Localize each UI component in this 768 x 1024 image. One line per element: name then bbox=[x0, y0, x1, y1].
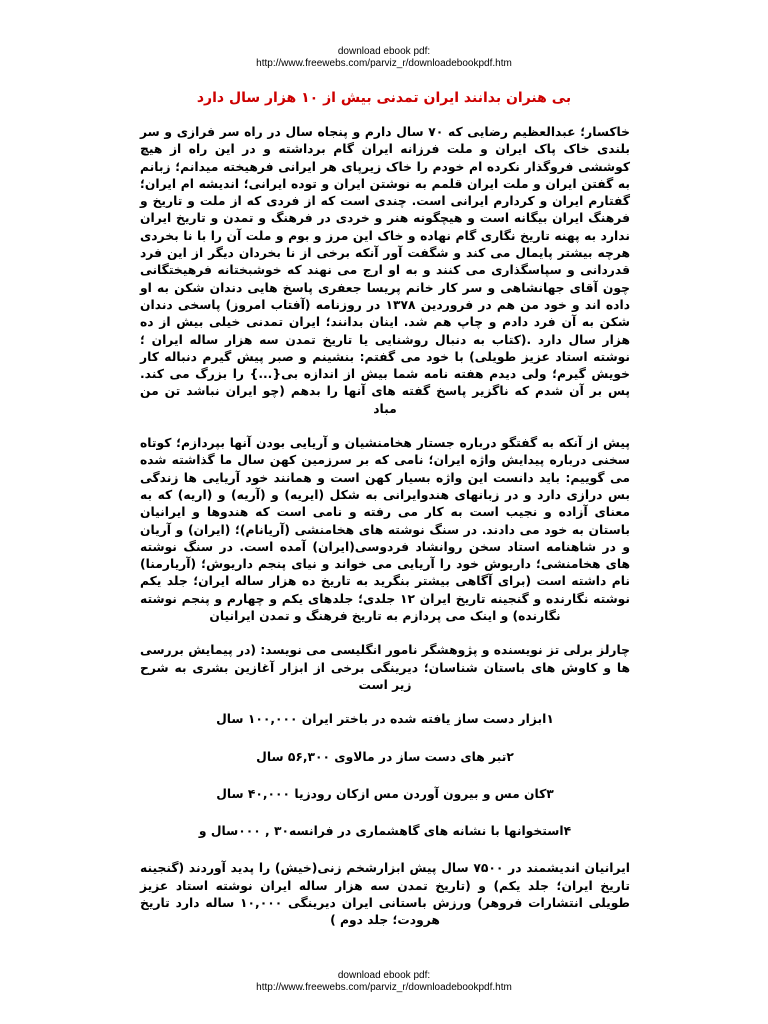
header-url[interactable]: http://www.freewebs.com/parviz_r/downloadebookpdf.htm bbox=[256, 58, 512, 69]
header-download-label: download ebook pdf: bbox=[337, 46, 431, 57]
paragraph-intro: خاکسار؛ عبدالعظیم رضایی که ۷۰ سال دارم و پنجاه سال در راه سر فرازی و سر بلندی خاک پاک ایران و ملت فرزانه ایران گام برداشته و در این راه از هیچ کوششی فروگذار نکرده ام خودم را خاک زیرپای هر ایرانی فرهیخته میدانم؛ زبانم به گفتن ایران و ملت ایران قلمم به نوشتن ایران و توده ایرانی؛ اندیشه ام ایران؛ گفتارم ایران و کردارم ایرانی است. چندی است که از فردی که از ملت و تاریخ و فرهنگ ایران بیگانه است و هیچگونه هنر و خردی در فرهنگ و تمدن و تاریخ ایران ندارد به پهنه تاریخ نگاری گام نهاده و خاک این مرز و بوم و ملت آن را با نا بخردی هرچه بیشتر پایمال می کند و شگفت آور آنکه برخی از نا بخردان دیگر از این فرد قدردانی و سپاسگذاری می کنند و به او ارج می نهند که خوشبختانه فرهیختگانی چون آقای جهانشاهی و سر کار خانم پریسا جعفری پاسخ هایی دندان شکن به او داده اند و خود من هم در فروردین ۱۳۷۸ در روزنامه (آفتاب امروز) پاسخی دندان شکن به آن فرد دادم و چاپ هم شد. اینان بدانند؛ ایران تمدنی خیلی بیش از ده هزار سال دارد .(کتاب به دنبال روشنایی یا تاریخ تمدن سه هزار ساله ایران ؛ نوشته استاد عزیز طویلی) با خود می گفتم: بنشینم و صبر پیش گیرم دنباله کار خویش گیرم؛ ولی دیدم هفته نامه شما بیش از اندازه بی{...} را بزرگ می کند. پس بر آن شدم که ناگزیر پاسخ گفته های آنها را بدهم (چو ایران نباشد تن من مباد bbox=[140, 125, 630, 416]
paragraph-iran-name: پیش از آنکه به گفتگو درباره جستار هخامنشیان و آریایی بودن آنها بپردازم؛ کوتاه سخنی درباره پیدایش واژه ایران؛ نامی که بر سرزمین کهن سال ما گذاشته شده می گوییم: باید دانست این واژه بسیار کهن است و همانند خود آریایی ها زندگی بس درازی دارد و در زبانهای هندوایرانی به شکل (ایریه) و (آریه) و (اریه) که به معنای آزاده و نجیب است به کار می رفته و نامی است که هندوها و ایرانیان باستان به خود می دادند. در سنگ نوشته های هخامنشی (آریانام)؛ (ایران) و آریان و در شاهنامه استاد سخن روانشاد فردوسی(ایران) آمده است. در سنگ نوشته های هخامنشی؛ داریوش خود را آریایی می خواند و نیای پنجم داریوش؛ (آریارمنا) نام داشته است (برای آگاهی بیشتر بنگرید به تاریخ ده هزار ساله ایران؛ جلد یکم نوشته نگارنده و گنجینه تاریخ ایران ۱۲ جلدی؛ جلدهای یکم و چهارم و پنجم نوشته نگارنده) و اینک می پردازم به تاریخ فرهنگ و تمدن ایرانیان bbox=[140, 436, 631, 624]
list-item-bones: ۴استخوانها با نشانه های گاهشماری در فرانسه۳۰ , ۰۰۰سال و bbox=[198, 824, 572, 839]
list-item-copper: ۳کان مس و بیرون آوردن مس ازکان رودزیا ۴۰,۰۰۰ سال bbox=[216, 786, 554, 801]
footer-download-label: download ebook pdf: bbox=[337, 970, 431, 981]
page-header bbox=[0, 46, 768, 70]
document-body bbox=[140, 124, 630, 947]
page-footer bbox=[0, 970, 768, 994]
list-item-tools: ۱ابزار دست ساز یافته شده در باختر ایران ۱۰۰,۰۰۰ سال bbox=[216, 712, 554, 727]
paragraph-charles-berlitz: چارلز برلی تز نویسنده و پژوهشگر نامور انگلیسی می نویسد: (در پیمایش بررسی ها و کاوش های باستان شناسان؛ دیرینگی برخی از ابزار آغازین بشری به شرح زیر است bbox=[140, 643, 630, 692]
paragraph-plough: ایرانیان اندیشمند در ۷۵۰۰ سال پیش ابزارشخم زنی(خیش) را پدید آوردند (گنجینه تاریخ ایران؛ جلد یکم) و (تاریخ تمدن سه هزار ساله ایران نوشته استاد عزیز طویلی انتشارات فروهر) ورزش باستانی ایران دیرینگی ۱۰,۰۰۰ ساله دارد تاریخ هرودت؛ جلد دوم ) bbox=[140, 861, 631, 928]
footer-url[interactable]: http://www.freewebs.com/parviz_r/downloadebookpdf.htm bbox=[256, 982, 512, 993]
list-item-axes: ۲تبر های دست ساز در مالاوی ۵۶,۳۰۰ سال bbox=[256, 749, 514, 764]
document-title: بی هنران بدانند ایران تمدنی بیش از ۱۰ هزار سال دارد bbox=[196, 90, 572, 106]
